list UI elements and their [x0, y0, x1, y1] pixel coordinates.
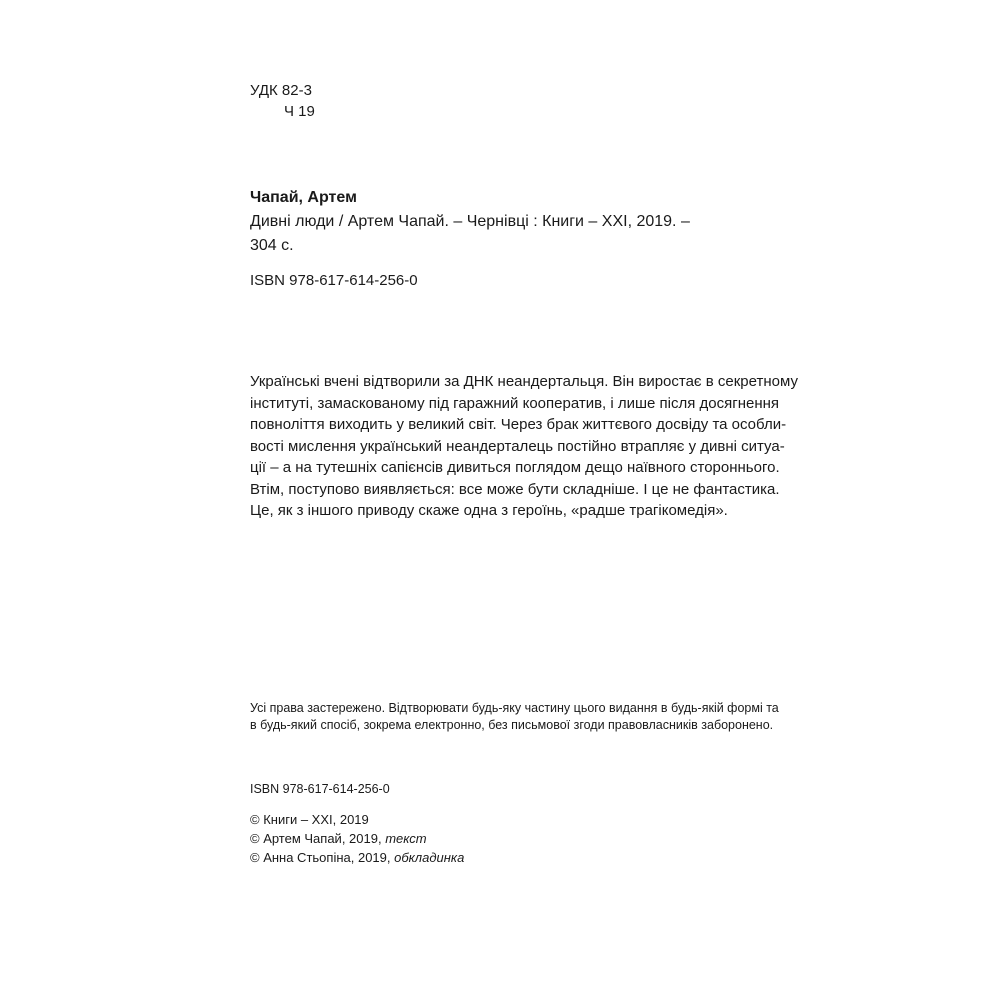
annotation-line: інституті, замаскованому під гаражний кооператив, і лише після досягнення: [250, 394, 780, 412]
rights-line-1: Усі права застережено. Відтворювати будь-яку частину цього видання в будь-якій формі та: [250, 701, 779, 715]
isbn-top: ISBN 978-617-614-256-0: [250, 272, 418, 289]
catalog-author: Чапай, Артем: [250, 189, 357, 206]
annotation: [250, 371, 798, 522]
udk-classification: [250, 80, 315, 122]
annotation-line: ції – а на тутешніх сапієнсів дивиться поглядом дещо наївного стороннього.: [250, 459, 780, 476]
copyright-cover: [250, 848, 464, 867]
annotation-line: Втім, поступово виявляється: все може бути складніше. І це не фантастика.: [250, 480, 780, 498]
copyright-publisher: © Книги – XXI, 2019: [250, 812, 369, 827]
copyright-author: [250, 829, 464, 848]
copyright-list: [250, 810, 464, 867]
catalog-description-line-1: Дивні люди / Артем Чапай. – Чернівці : Книги – XXI, 2019. –: [250, 213, 690, 230]
annotation-line: Це, як з іншого приводу скаже одна з героїнь, «радше трагікомедія».: [250, 502, 728, 519]
copyright-author-role: текст: [385, 831, 427, 846]
udk-code: УДК 82-3: [250, 82, 312, 99]
annotation-line: повноліття виходить у великий світ. Через брак життєвого досвіду та особли-: [250, 416, 787, 433]
catalog-entry: [250, 186, 770, 258]
author-mark: Ч 19: [284, 103, 315, 120]
isbn-bottom: ISBN 978-617-614-256-0: [250, 782, 390, 796]
copyright-author-text: © Артем Чапай, 2019,: [250, 831, 386, 846]
copyright-cover-role: обкладинка: [394, 850, 465, 865]
annotation-line: Українські вчені відтворили за ДНК неандертальця. Він виростає в секретному: [250, 373, 798, 390]
rights-notice: [250, 700, 790, 734]
copyright-cover-text: © Анна Стьопіна, 2019,: [250, 850, 395, 865]
catalog-description-line-2: 304 с.: [250, 237, 294, 254]
annotation-line: вості мислення український неандерталець постійно втрапляє у дивні ситуа-: [250, 437, 785, 455]
rights-line-2: в будь-який спосіб, зокрема електронно, без письмової згоди правовласників заборонено.: [250, 718, 774, 732]
